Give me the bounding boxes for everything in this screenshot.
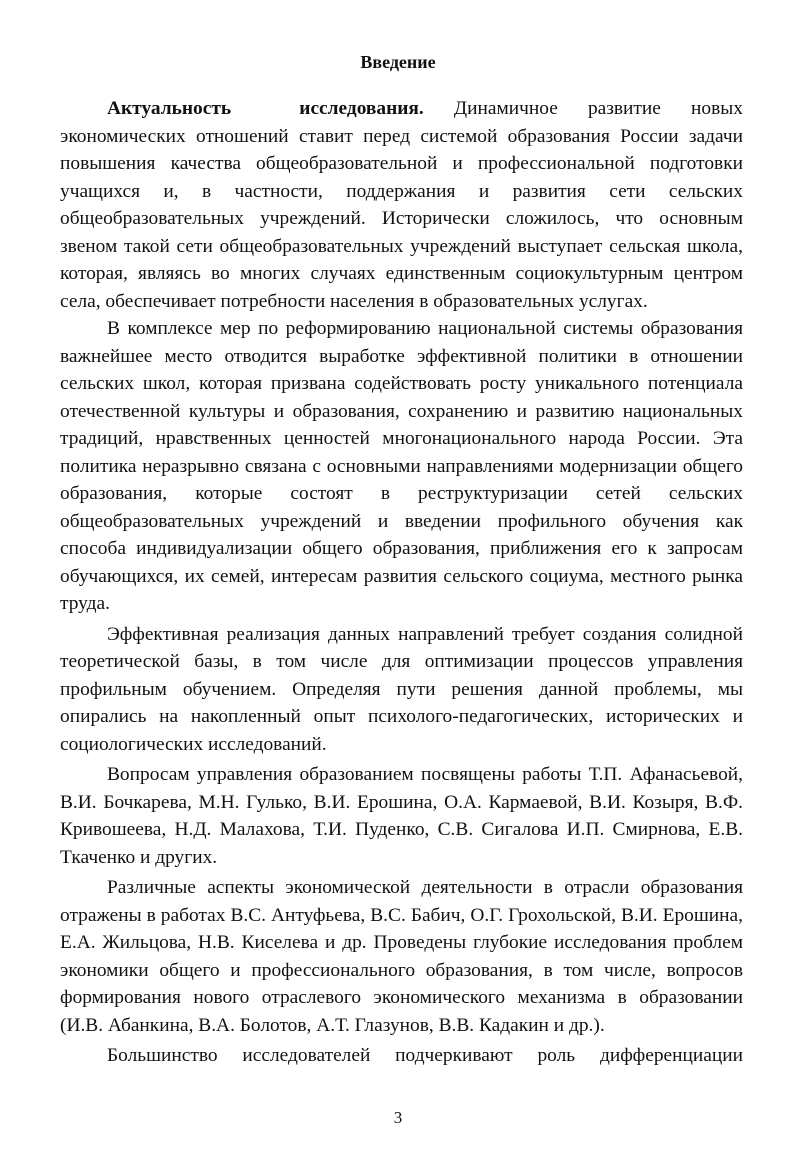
paragraph-implementation: Эффективная реализация данных направлений требует создания солидной теоретической базы, в том числе для оптимизации процессов управления профильным обучением. Определяя пути решения данной проблемы, мы опирались на накопленный опыт психолого-педагогических, исторических и социологических исследований. — [60, 623, 743, 755]
body-text — [60, 95, 743, 1070]
paragraph-relevance — [60, 95, 743, 315]
paragraph-reform: В комплексе мер по реформированию национальной системы образования важнейшее место отводится выработке эффективной политики в отношении сельских школ, которая призвана содействовать росту уникального потенциала отечественной культуры и образования, сохранению и развитию национальных традиций, нравственных ценностей многонационального народа России. Эта политика неразрывно связана с основными направлениями модернизации общего образования, которые состоят в реструктуризации сетей сельских общеобразовательных учреждений и введении профильного обучения как способа индивидуализации общего образования, приближения его к запросам обучающихся, их семей, интересам развития сельского социума, местного рынка труда. — [60, 318, 743, 614]
page-number: 3 — [393, 1108, 403, 1127]
page-title: Введение — [360, 52, 436, 72]
paragraph-management: Вопросам управления образованием посвящены работы Т.П. Афанасьевой, В.И. Бочкарева, М.Н. Гулько, В.И. Ерошина, О.А. Кармаевой, В.И. Козыря, В.Ф. Кривошеева, Н.Д. Малахова, Т.И. Пуденко, С.В. Сигалова И.П. Смирнова, Е.В. Ткаченко и других. — [60, 764, 743, 868]
paragraph-differentiation: Большинство исследователей подчеркивают роль дифференциации — [107, 1045, 743, 1066]
paragraph-text: Динамичное развитие новых экономических отношений ставит перед системой образования России задачи повышения качества общеобразовательной и профессиональной подготовки учащихся и, в частности, поддержания и развития сети сельских общеобразовательных учреждений. Исторически сложилось, что основным звеном такой сети общеобразовательных учреждений выступает сельская школа, которая, являясь во многих случаях единственным социокультурным центром села, обеспечивает потребности населения в образовательных услугах. — [60, 98, 743, 312]
paragraph-economics: Различные аспекты экономической деятельности в отрасли образования отражены в работах В.С. Антуфьева, В.С. Бабич, О.Г. Грохольской, В.И. Ерошина, Е.А. Жильцова, Н.В. Киселева и др. Проведены глубокие исследования проблем экономики общего и профессионального образования, в том числе, вопросов формирования нового отраслевого экономического механизма в образовании (И.В. Абанкина, В.А. Болотов, А.Т. Глазунов, В.В. Кадакин и др.). — [60, 877, 743, 1036]
paragraph-lead-bold: Актуальность исследования. — [107, 98, 424, 119]
